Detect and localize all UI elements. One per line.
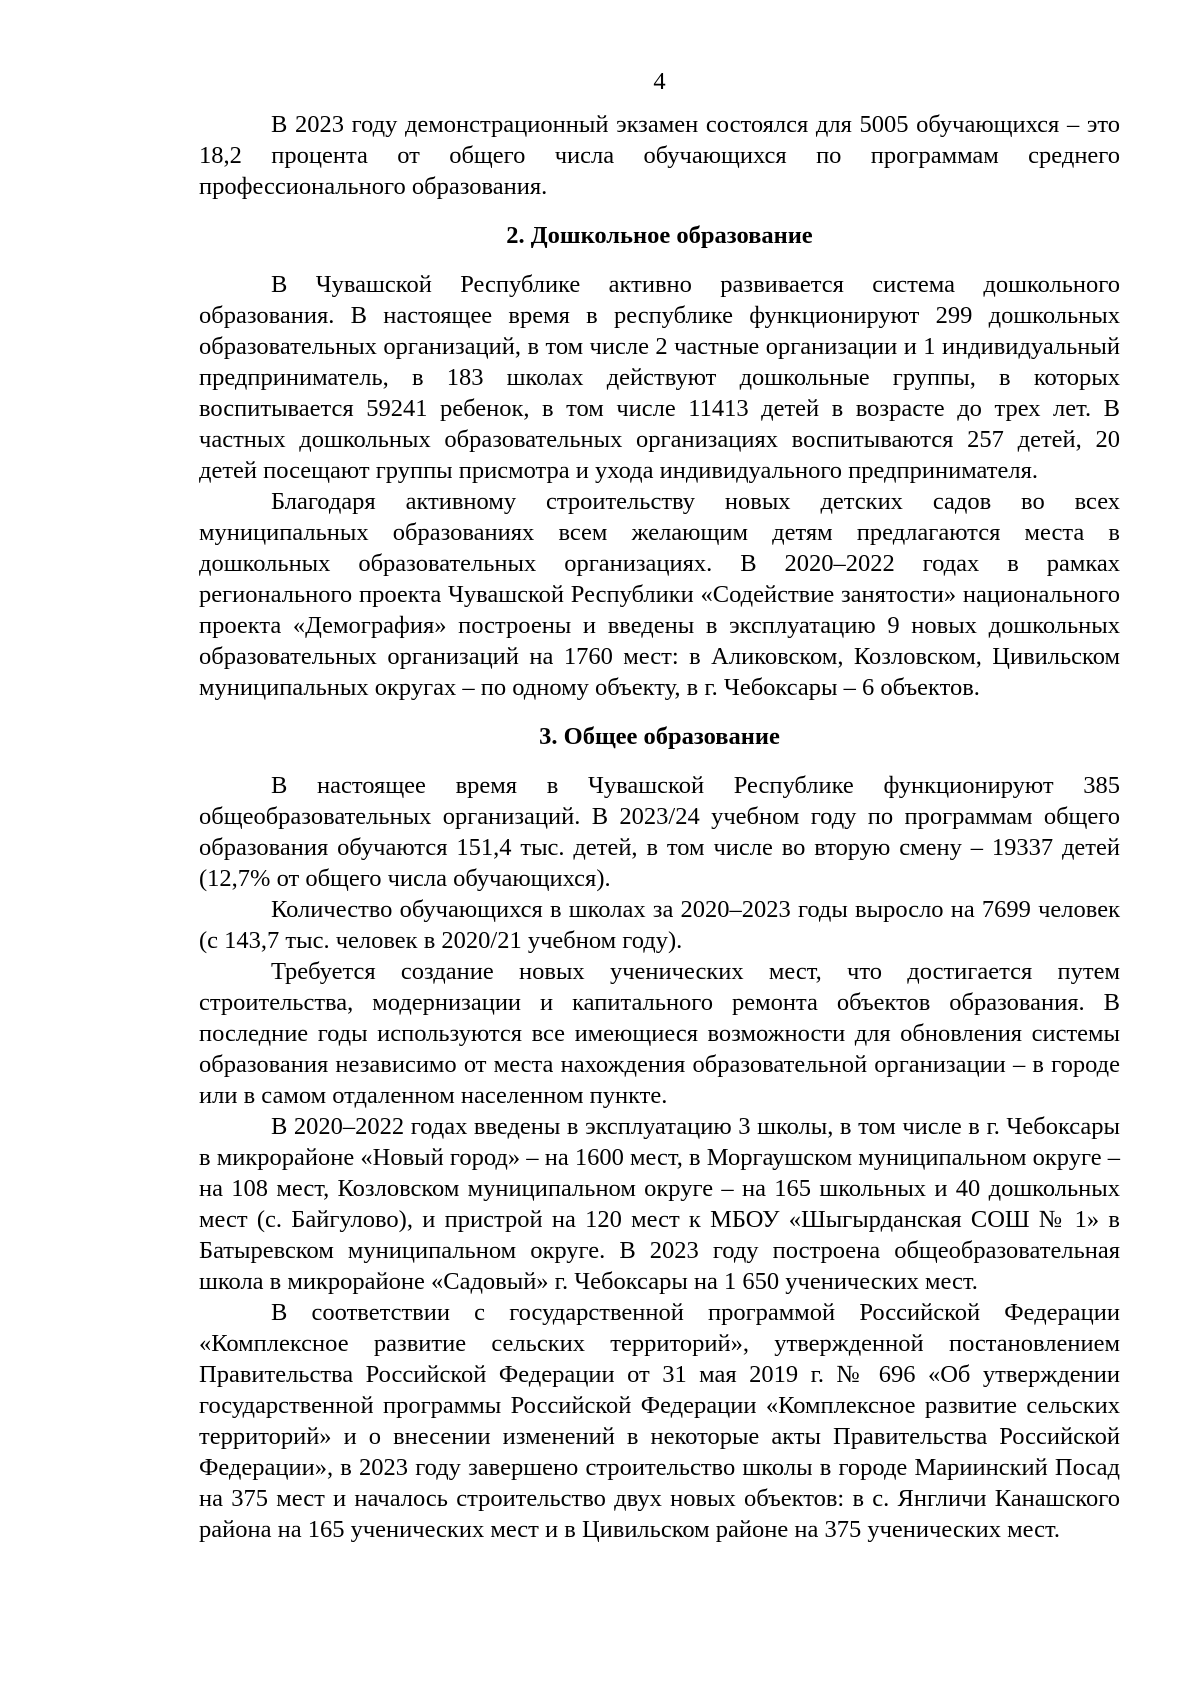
paragraph-intro-1: В 2023 году демонстрационный экзамен состоялся для 5005 обучающихся – это 18,2 процента от общего числа обучающихся по программам среднего профессионального образования. [199, 111, 1120, 200]
paragraph-preschool-2: Благодаря активному строительству новых детских садов во всех муниципальных образованиях всем желающим детям предлагаются места в дошкольных образовательных организациях. В 2020–2022 годах в рамках регионального проекта Чувашской Республики «Содействие занятости» национального проекта «Демография» построены и введены в эксплуатацию 9 новых дошкольных образовательных организаций на 1760 мест: в Аликовском, Козловском, Цивильском муниципальных округах – по одному объекту, в г. Чебоксары – 6 объектов. [199, 488, 1120, 701]
page-number: 4 [653, 68, 666, 95]
paragraph-general-1: В настоящее время в Чувашской Республике функционируют 385 общеобразовательных организаций. В 2023/24 учебном году по программам общего образования обучаются 151,4 тыс. детей, в том числе во вторую смену – 19337 детей (12,7% от общего числа обучающихся). [199, 772, 1120, 892]
paragraph-preschool-1: В Чувашской Республике активно развивается система дошкольного образования. В настоящее время в республике функционируют 299 дошкольных образовательных организаций, в том числе 2 частные организации и 1 индивидуальный предприниматель, в 183 школах действуют дошкольные группы, в которых воспитывается 59241 ребенок, в том числе 11413 детей в возрасте до трех лет. В частных дошкольных образовательных организациях воспитываются 257 детей, 20 детей посещают группы присмотра и ухода индивидуального предпринимателя. [199, 271, 1120, 484]
section-heading-preschool: 2. Дошкольное образование [506, 222, 813, 249]
section-heading-general-education: 3. Общее образование [539, 723, 780, 750]
paragraph-general-3: Требуется создание новых ученических мест, что достигается путем строительства, модернизации и капитального ремонта объектов образования. В последние годы используются все имеющиеся возможности для обновления системы образования независимо от места нахождения образовательной организации – в городе или в самом отдаленном населенном пункте. [199, 958, 1120, 1109]
paragraph-general-4: В 2020–2022 годах введены в эксплуатацию 3 школы, в том числе в г. Чебоксары в микрорайоне «Новый город» – на 1600 мест, в Моргаушском муниципальном округе – на 108 мест, Козловском муниципальном округе – на 165 школьных и 40 дошкольных мест (с. Байгулово), и пристрой на 120 мест к МБОУ «Шыгырданская СОШ № 1» в Батыревском муниципальном округе. В 2023 году построена общеобразовательная школа в микрорайоне «Садовый» г. Чебоксары на 1 650 ученических мест. [199, 1113, 1120, 1295]
paragraph-general-5: В соответствии с государственной программой Российской Федерации «Комплексное развитие сельских территорий», утвержденной постановлением Правительства Российской Федерации от 31 мая 2019 г. № 696 «Об утверждении государственной программы Российской Федерации «Комплексное развитие сельских территорий» и о внесении изменений в некоторые акты Правительства Российской Федерации», в 2023 году завершено строительство школы в городе Мариинский Посад на 375 мест и началось строительство двух новых объектов: в с. Янгличи Канашского района на 165 ученических мест и в Цивильском районе на 375 ученических мест. [199, 1299, 1120, 1543]
paragraph-general-2: Количество обучающихся в школах за 2020–2023 годы выросло на 7699 человек (с 143,7 тыс. человек в 2020/21 учебном году). [199, 896, 1120, 954]
